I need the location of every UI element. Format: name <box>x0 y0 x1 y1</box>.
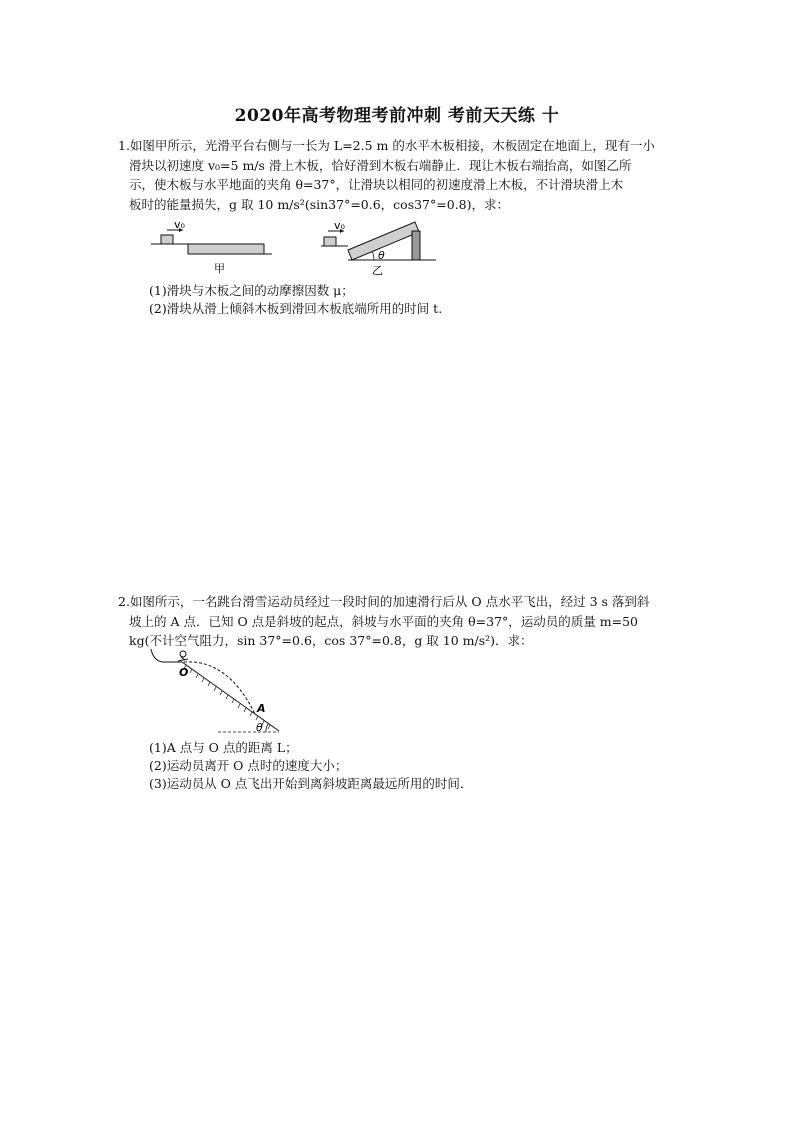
v0-label: v₀ <box>334 219 345 232</box>
figure-ski-jump <box>148 645 288 740</box>
theta-label: θ <box>378 249 385 262</box>
ski-jump-drawing <box>148 645 288 740</box>
figure-jia <box>148 220 278 280</box>
figure-yi-caption: 乙 <box>372 264 383 277</box>
board <box>188 244 264 254</box>
question-2-sub-3: (3)运动员从 O 点飞出开始到离斜坡距离最远所用的时间． <box>149 776 473 791</box>
theta-label: θ <box>256 721 263 734</box>
question-1-line-1: 1.如图甲所示，光滑平台右侧与一长为 L=2.5 m 的水平木板相接，木板固定在地面上，现有一小 <box>118 138 655 153</box>
question-1-sub-1: (1)滑块与木板之间的动摩擦因数 μ； <box>149 283 354 298</box>
approach-ramp <box>151 649 182 662</box>
question-2-line-2: 坡上的 A 点．已知 O 点是斜坡的起点，斜坡与水平面的夹角 θ=37°，运动员的质量 m=50 <box>129 613 639 629</box>
block <box>324 237 336 246</box>
question-2-sub-2: (2)运动员离开 O 点时的速度大小； <box>149 758 348 773</box>
skier-icon <box>178 651 188 661</box>
page-title: 2020年高考物理考前冲刺 考前天天练 十 <box>234 106 560 126</box>
question-2-line-1: 2.如图所示，一名跳台滑雪运动员经过一段时间的加速滑行后从 O 点水平飞出，经过 3 s 落到斜 <box>118 594 650 609</box>
question-1-sub-2: (2)滑块从滑上倾斜木板到滑回木板底端所用的时间 t. <box>149 301 443 316</box>
figure-jia-caption: 甲 <box>214 262 225 275</box>
question-1-text <box>118 136 708 214</box>
question-2-line-3: kg(不计空气阻力，sin 37°=0.6，cos 37°=0.8，g 取 10 m/s²)．求： <box>129 633 533 648</box>
figure-jia-drawing <box>148 220 278 280</box>
question-1-line-2: 滑块以初速度 v₀=5 m/s 滑上木板，恰好滑到木板右端静止．现让木板右端抬高，如图乙所 <box>129 157 632 173</box>
question-2-sub-1: (1)A 点与 O 点的距离 L； <box>149 740 298 755</box>
question-1-line-3: 示，使木板与水平地面的夹角 θ=37°，让滑块以相同的初速度滑上木板，不计滑块滑上木 <box>129 177 624 192</box>
slope-hatching <box>184 665 270 729</box>
block <box>161 235 173 244</box>
o-label: O <box>179 666 189 679</box>
support-post <box>412 231 420 260</box>
a-label: A <box>257 702 266 715</box>
figure-yi <box>318 214 443 279</box>
figure-yi-drawing <box>318 214 443 279</box>
question-1-line-4: 板时的能量损失，g 取 10 m/s²(sin37°=0.6，cos37°=0.8)，求： <box>129 196 509 212</box>
slope <box>182 662 279 731</box>
v0-label: v₀ <box>174 218 185 231</box>
question-2-text <box>118 592 708 651</box>
